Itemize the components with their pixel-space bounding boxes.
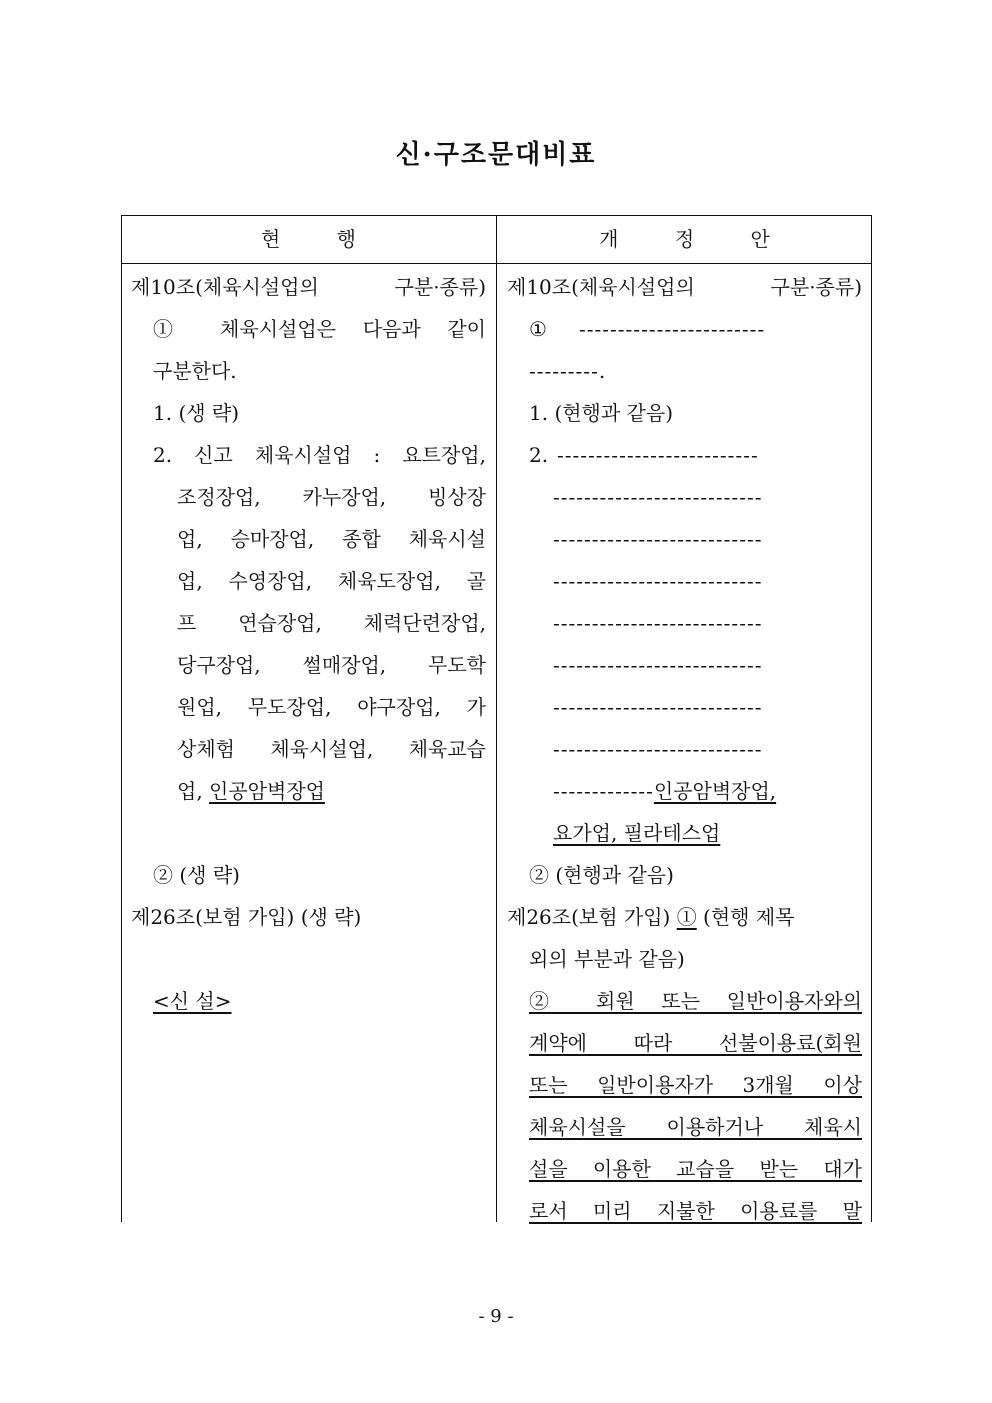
- underlined-change: 인공암벽장업,: [653, 779, 777, 803]
- unchanged-dashes: ---------------------------: [553, 569, 763, 593]
- new-para-2-cont: 설을 이용한 교습을 받는 대가: [529, 1157, 862, 1181]
- new-para-2-cont: 로서 미리 지불한 이용료를 말: [529, 1199, 862, 1223]
- item-1: 1. (생 략): [153, 401, 240, 425]
- item-2-cont: 조정장업, 카누장업, 빙상장: [177, 485, 486, 509]
- unchanged-dashes: --------------------------: [557, 443, 759, 467]
- underlined-change: ①: [676, 905, 697, 929]
- item-2-cont: 상체험 체육시설업, 체육교습: [177, 737, 486, 761]
- item-1: 1. (현행과 같음): [529, 401, 674, 425]
- header-revised: 개 정 안: [599, 227, 770, 251]
- unchanged-dashes: ---------------------------: [553, 737, 763, 761]
- unchanged-dashes: ---------.: [529, 359, 607, 383]
- underlined-change: 인공암벽장업: [209, 779, 325, 803]
- article-26-title: 제26조(보험 가입): [507, 905, 677, 929]
- unchanged-dashes: ---------------------------: [553, 527, 763, 551]
- item-2-revised-line: [553, 777, 776, 805]
- table-right-border: [871, 215, 872, 1222]
- article-10-para-2: ② (현행과 같음): [529, 863, 674, 887]
- table-left-border: [121, 215, 122, 1222]
- new-para-2-cont: 체육시설을 이용하거나 체육시: [529, 1115, 862, 1139]
- item-2-number: 2.: [529, 443, 549, 467]
- page-number: - 9 -: [478, 1306, 514, 1327]
- article-10-heading: 제10조(체육시설업의 구분·종류): [131, 275, 486, 299]
- article-26-para-1-cont: 외의 부분과 같음): [529, 947, 685, 971]
- unchanged-dashes: ---------------------------: [553, 653, 763, 677]
- unchanged-dashes: -------------: [553, 779, 654, 803]
- unchanged-dashes: ------------------------: [579, 317, 766, 341]
- article-10-para-1-cont: 구분한다.: [153, 359, 237, 383]
- article-10-heading: 제10조(체육시설업의 구분·종류): [507, 275, 862, 299]
- new-provision-marker: <신 설>: [153, 989, 232, 1013]
- item-2-cont: 업, 수영장업, 체육도장업, 골: [177, 569, 486, 593]
- item-2-text: 업,: [177, 779, 210, 803]
- unchanged-dashes: ---------------------------: [553, 611, 763, 635]
- article-26-title-cont: (현행 제목: [696, 905, 795, 929]
- new-para-2: ② 회원 또는 일반이용자와의: [529, 989, 862, 1013]
- unchanged-dashes: ---------------------------: [553, 485, 763, 509]
- item-2-cont: [177, 777, 325, 805]
- article-26-heading: [507, 903, 795, 931]
- new-para-2-cont: 또는 일반이용자가 3개월 이상: [529, 1073, 862, 1097]
- item-2-cont: 당구장업, 썰매장업, 무도학: [177, 653, 486, 677]
- article-26-heading: 제26조(보험 가입) (생 략): [131, 905, 362, 929]
- new-para-2-cont: 계약에 따라 선불이용료(회원: [529, 1031, 862, 1055]
- para-1-number: ①: [529, 317, 547, 341]
- header-current: 현 행: [261, 227, 356, 251]
- unchanged-dashes: ---------------------------: [553, 695, 763, 719]
- page-title: 신·구조문대비표: [395, 140, 597, 170]
- item-2: 2. 신고 체육시설업 : 요트장업,: [153, 443, 486, 467]
- underlined-change: 요가업, 필라테스업: [553, 821, 721, 845]
- item-2-cont: 업, 승마장업, 종합 체육시설: [177, 527, 486, 551]
- article-10-para-2: ② (생 략): [153, 863, 240, 887]
- comparison-table: [121, 215, 872, 1222]
- article-10-para-1: ① 체육시설업은 다음과 같이: [153, 317, 486, 341]
- column-divider: [496, 215, 497, 1222]
- item-2-cont: 원업, 무도장업, 야구장업, 가: [177, 695, 486, 719]
- item-2-cont: 프 연습장업, 체력단련장업,: [177, 611, 486, 635]
